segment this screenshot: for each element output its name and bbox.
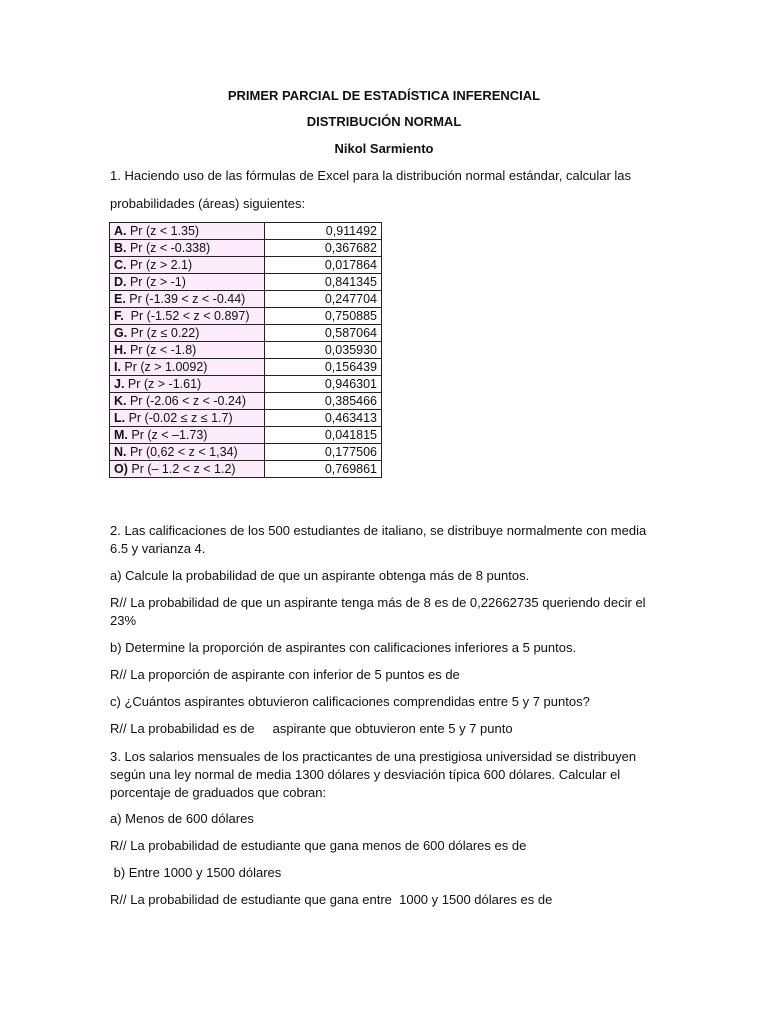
probability-expression-cell <box>110 359 265 376</box>
probability-expression-cell <box>110 444 265 461</box>
table-row <box>110 291 382 308</box>
probability-value-cell: 0,035930 <box>265 342 382 359</box>
item-expression: Pr (z ≤ 0.22) <box>127 326 200 340</box>
probability-value-cell: 0,177506 <box>265 444 382 461</box>
table-row <box>110 308 382 325</box>
probabilities-table <box>109 222 382 478</box>
table-row <box>110 393 382 410</box>
table-row <box>110 223 382 240</box>
q3-part-b: b) Entre 1000 y 1500 dólares <box>110 865 282 880</box>
item-key: F. <box>114 309 124 323</box>
item-expression: Pr (z > 1.0092) <box>120 360 208 374</box>
table-row <box>110 359 382 376</box>
probability-value-cell: 0,841345 <box>265 274 382 291</box>
table-row <box>110 376 382 393</box>
item-key: M. <box>114 428 128 442</box>
item-key: H. <box>114 343 127 357</box>
table-row <box>110 342 382 359</box>
probability-value-cell: 0,017864 <box>265 257 382 274</box>
item-expression: Pr (z < -0.338) <box>126 241 211 255</box>
probability-value-cell: 0,041815 <box>265 427 382 444</box>
item-key: G. <box>114 326 128 340</box>
q1-statement-line1: 1. Haciendo uso de las fórmulas de Excel para la distribución normal estándar, calcular las <box>110 168 631 183</box>
q3-answer-b: R// La probabilidad de estudiante que gana entre 1000 y 1500 dólares es de <box>110 892 553 907</box>
author-name: Nikol Sarmiento <box>334 141 434 156</box>
probability-value-cell: 0,385466 <box>265 393 382 410</box>
document-title: PRIMER PARCIAL DE ESTADÍSTICA INFERENCIAL <box>227 88 541 103</box>
item-expression: Pr (z < 1.35) <box>126 224 200 238</box>
item-expression: Pr (z > 2.1) <box>126 258 193 272</box>
probability-expression-cell <box>110 410 265 427</box>
table-row <box>110 325 382 342</box>
item-expression: Pr (-1.52 < z < 0.897) <box>123 309 250 323</box>
probability-expression-cell <box>110 376 265 393</box>
q3-answer-a: R// La probabilidad de estudiante que gana menos de 600 dólares es de <box>110 838 527 853</box>
item-key: B. <box>114 241 127 255</box>
item-key: L. <box>114 411 126 425</box>
probability-value-cell: 0,463413 <box>265 410 382 427</box>
item-expression: Pr (z > -1) <box>126 275 186 289</box>
probability-value-cell: 0,587064 <box>265 325 382 342</box>
probability-value-cell: 0,769861 <box>265 461 382 478</box>
item-expression: Pr (-0.02 ≤ z ≤ 1.7) <box>125 411 233 425</box>
q2-statement: 2. Las calificaciones de los 500 estudiantes de italiano, se distribuye normalmente con media 6.5 y varianza 4. <box>110 523 647 556</box>
item-expression: Pr (– 1.2 < z < 1.2) <box>127 462 236 476</box>
table-row <box>110 444 382 461</box>
probability-expression-cell <box>110 393 265 410</box>
q2-answer-a: R// La probabilidad de que un aspirante tenga más de 8 es de 0,22662735 queriendo decir el 23% <box>110 595 646 628</box>
probability-value-cell: 0,911492 <box>265 223 382 240</box>
item-key: A. <box>114 224 127 238</box>
table-row <box>110 427 382 444</box>
item-key: E. <box>114 292 126 306</box>
q2-answer-c: R// La probabilidad es de aspirante que obtuvieron ente 5 y 7 punto <box>110 721 513 736</box>
item-key: D. <box>114 275 127 289</box>
probability-expression-cell <box>110 461 265 478</box>
probability-expression-cell <box>110 308 265 325</box>
probability-expression-cell <box>110 223 265 240</box>
table-row <box>110 257 382 274</box>
item-expression: Pr (z < -1.8) <box>126 343 197 357</box>
probability-expression-cell <box>110 325 265 342</box>
q2-part-b: b) Determine la proporción de aspirantes con calificaciones inferiores a 5 puntos. <box>110 640 577 655</box>
item-expression: Pr (-1.39 < z < -0.44) <box>125 292 246 306</box>
probability-value-cell: 0,156439 <box>265 359 382 376</box>
item-key: N. <box>114 445 127 459</box>
document-subtitle: DISTRIBUCIÓN NORMAL <box>306 114 462 129</box>
probability-value-cell: 0,750885 <box>265 308 382 325</box>
q2-part-a: a) Calcule la probabilidad de que un aspirante obtenga más de 8 puntos. <box>110 568 530 583</box>
item-expression: Pr (-2.06 < z < -0.24) <box>126 394 246 408</box>
q2-part-c: c) ¿Cuántos aspirantes obtuvieron calificaciones comprendidas entre 5 y 7 puntos? <box>110 694 590 709</box>
item-expression: Pr (z > -1.61) <box>124 377 202 391</box>
probability-expression-cell <box>110 274 265 291</box>
probability-expression-cell <box>110 342 265 359</box>
item-expression: Pr (0,62 < z < 1,34) <box>126 445 238 459</box>
probability-expression-cell <box>110 291 265 308</box>
item-expression: Pr (z < –1.73) <box>127 428 208 442</box>
q1-statement-line2: probabilidades (áreas) siguientes: <box>110 196 306 211</box>
probability-value-cell: 0,946301 <box>265 376 382 393</box>
probability-value-cell: 0,367682 <box>265 240 382 257</box>
q3-statement: 3. Los salarios mensuales de los practicantes de una prestigiosa universidad se distribuyen según una ley normal de media 1300 dólares y desviación típica 600 dólares. Calcular el porcentaje de graduados que cobran: <box>110 749 637 800</box>
table-row <box>110 240 382 257</box>
item-key: O) <box>114 462 128 476</box>
item-key: J. <box>114 377 125 391</box>
q3-part-a: a) Menos de 600 dólares <box>110 811 254 826</box>
item-key: K. <box>114 394 127 408</box>
table-row <box>110 274 382 291</box>
probability-value-cell: 0,247704 <box>265 291 382 308</box>
table-row <box>110 461 382 478</box>
probability-expression-cell <box>110 427 265 444</box>
q2-answer-b: R// La proporción de aspirante con inferior de 5 puntos es de <box>110 667 460 682</box>
probability-expression-cell <box>110 240 265 257</box>
item-key: C. <box>114 258 127 272</box>
table-row <box>110 410 382 427</box>
item-key: I. <box>114 360 121 374</box>
probability-expression-cell <box>110 257 265 274</box>
